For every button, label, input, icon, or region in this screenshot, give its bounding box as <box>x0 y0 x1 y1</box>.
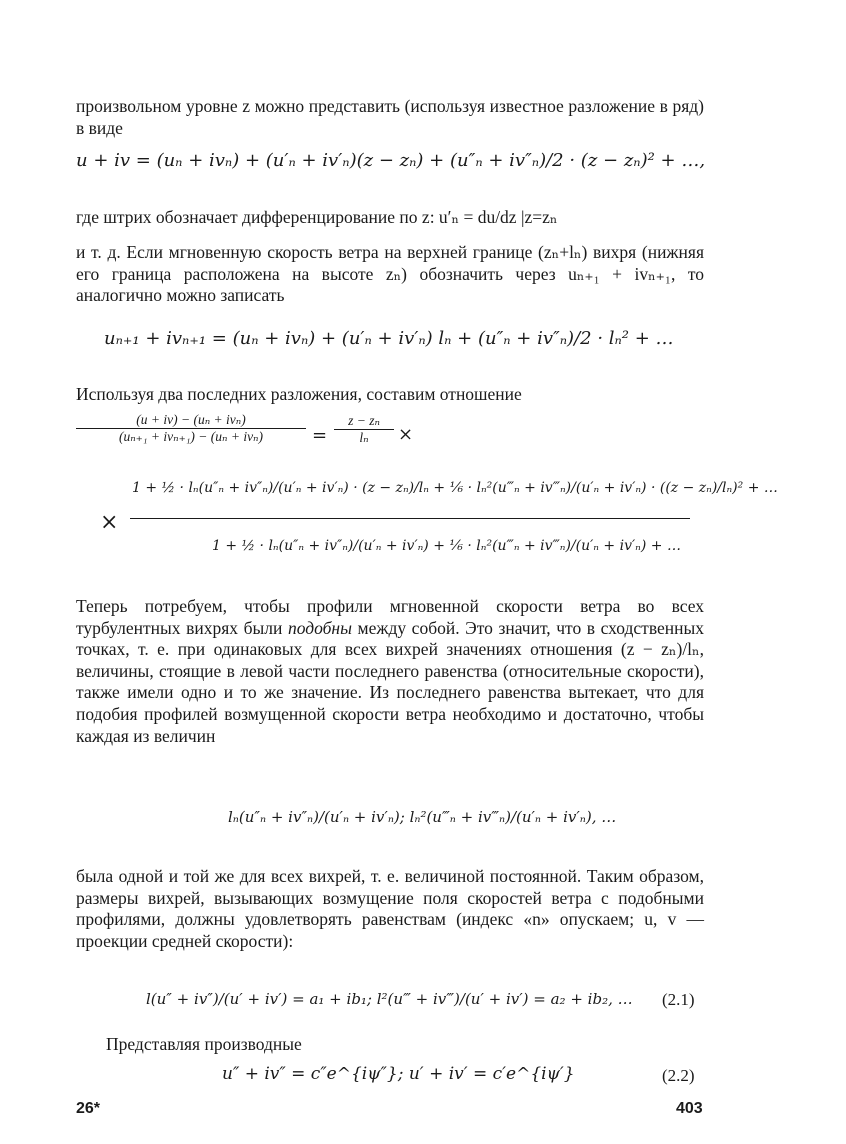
ratio-fraction-left <box>76 412 306 445</box>
fraction-bar <box>334 429 394 430</box>
times-sign-1: × <box>398 424 414 445</box>
equation-2-1: l(u″ + iv″)/(u′ + iv′) = a₁ + ib₁; l²(u‴ + iv‴)/(u′ + iv′) = a₂ + ib₂, … <box>146 990 633 1008</box>
ratio-rhs-denominator: lₙ <box>359 430 369 445</box>
fraction-bar <box>76 428 306 429</box>
page-number: 403 <box>676 1100 703 1117</box>
equation-upper-boundary: uₙ₊₁ + ivₙ₊₁ = (uₙ + ivₙ) + (u′ₙ + iv′ₙ) lₙ + (u″ₙ + iv″ₙ)/2 · lₙ² + … <box>104 328 674 349</box>
equals-sign: = <box>312 425 328 446</box>
paragraph-2: где штрих обозначает дифференцирование по z: u′ₙ = du/dz |z=zₙ <box>76 207 558 227</box>
paragraph-4: Используя два последних разложения, составим отношение <box>76 384 522 404</box>
emphasis-similar: подобны <box>287 617 352 638</box>
ratio-denominator: (uₙ₊₁ + ivₙ₊₁) − (uₙ + ivₙ) <box>118 429 264 444</box>
big-fraction-numerator: 1 + ½ · lₙ(u″ₙ + iv″ₙ)/(u′ₙ + iv′ₙ) · (z − zₙ)/lₙ + ⅙ · lₙ²(u‴ₙ + iv‴ₙ)/(u′ₙ + iv′ₙ) · ((z − zₙ)/lₙ)² + … <box>132 480 778 496</box>
ratio-numerator: (u + iv) − (uₙ + ivₙ) <box>136 412 246 427</box>
times-sign-2: × <box>100 510 119 535</box>
equation-number-2-2: (2.2) <box>662 1066 695 1085</box>
paragraph-5 <box>76 596 704 747</box>
paragraph-6: была одной и той же для всех вихрей, т. е. величиной постоянной. Таким образом, размеры вихрей, вызывающих возмущение поля скоростей ветра с подобными профилями, должны удовлетворять равенствам (индекс «n» опускаем; u, v — проекции средней скорости): <box>76 866 704 951</box>
paragraph-3: и т. д. Если мгновенную скорость ветра на верхней границе (zₙ+lₙ) вихря (нижняя его граница расположена на высоте zₙ) обозначить через uₙ₊₁ + ivₙ₊₁, то аналогично можно записать <box>76 242 704 306</box>
big-fraction-bar <box>130 518 690 519</box>
paragraph-1: произвольном уровне z можно представить (используя известное разложение в ряд) в виде <box>76 96 704 138</box>
signature-mark: 26* <box>76 1100 101 1117</box>
equation-similarity-quantities: lₙ(u″ₙ + iv″ₙ)/(u′ₙ + iv′ₙ); lₙ²(u‴ₙ + iv‴ₙ)/(u′ₙ + iv′ₙ), … <box>228 808 617 826</box>
equation-number-2-1: (2.1) <box>662 990 695 1009</box>
big-fraction-denominator: 1 + ½ · lₙ(u″ₙ + iv″ₙ)/(u′ₙ + iv′ₙ) + ⅙ · lₙ²(u‴ₙ + iv‴ₙ)/(u′ₙ + iv′ₙ) + … <box>212 538 681 554</box>
equation-2-2: u″ + iv″ = c″e^{iψ″}; u′ + iv′ = c′e^{iψ′} <box>222 1064 575 1084</box>
ratio-rhs-numerator: z − zₙ <box>348 413 380 428</box>
paragraph-7: Представляя производные <box>106 1034 302 1054</box>
ratio-fraction-right <box>334 413 394 446</box>
paragraph-5-start: Теперь потребуем, чтобы профили мгновенной скорости ветра во всех турбулентных вихрях были <box>76 596 704 638</box>
equation-series-expansion: u + iv = (uₙ + ivₙ) + (u′ₙ + iv′ₙ)(z − zₙ) + (u″ₙ + iv″ₙ)/2 · (z − zₙ)² + …, <box>76 150 706 171</box>
paragraph-5-end: между собой. Это значит, что в сходственных точках, т. е. при одинаковых для всех вихрей значениях отношения (z − zₙ)/lₙ, величины, стоящие в левой части последнего равенства (относительные скорости), также имели одно и то же значение. Из последнего равенства вытекает, что для подобия профилей возмущенной скорости ветра необходимо и достаточно, чтобы каждая из величин <box>76 617 704 746</box>
